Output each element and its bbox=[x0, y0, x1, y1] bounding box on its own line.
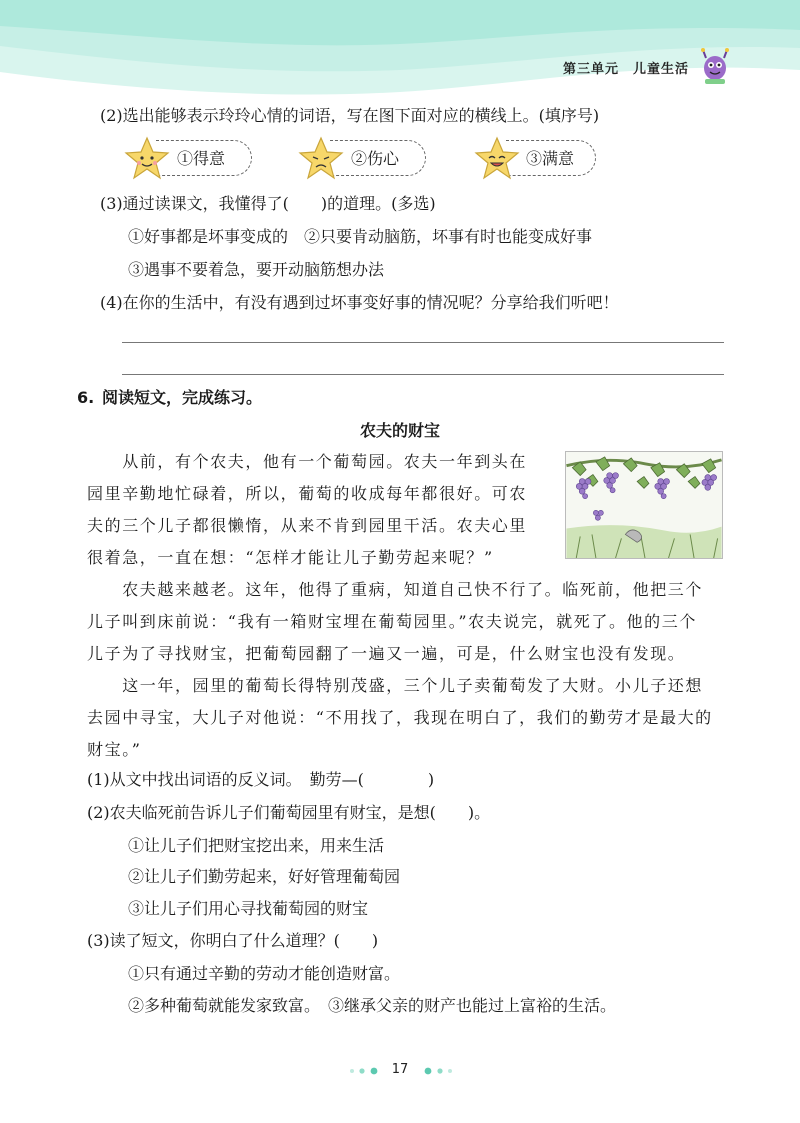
story-line: 农夫越来越老。这年，他得了重病，知道自己快不行了。临死前，他把三个 bbox=[87, 580, 704, 599]
story-line: 从前，有个农夫，他有一个葡萄园。农夫一年到头在 bbox=[87, 452, 528, 471]
s6-q2-option-c: ③让儿子们用心寻找葡萄园的财宝 bbox=[128, 899, 369, 918]
star-sad-icon bbox=[298, 136, 344, 180]
story-line: 这一年，园里的葡萄长得特别茂盛，三个儿子卖葡萄发了大财。小儿子还想 bbox=[87, 676, 704, 695]
grape-vineyard-illustration bbox=[565, 451, 723, 559]
s6-q3-text: (3)读了短文，你明白了什么道理？( ) bbox=[87, 931, 379, 950]
story-line: 夫的三个儿子都很懒惰，从来不肯到园里干活。农夫心里 bbox=[87, 516, 528, 535]
s6-q2-option-b: ②让儿子们勤劳起来，好好管理葡萄园 bbox=[128, 867, 401, 886]
story-line: 儿子叫到床前说：“我有一箱财宝埋在葡萄园里。”农夫说完，就死了。他的三个 bbox=[87, 612, 697, 631]
s6-q2-text: (2)农夫临死前告诉儿子们葡萄园里有财宝，是想( )。 bbox=[87, 803, 491, 822]
s5-q3-option-b: ③遇事不要着急，要开动脑筋想办法 bbox=[128, 260, 385, 279]
s5-q3-text: (3)通过读课文，我懂得了( )的道理。(多选) bbox=[100, 194, 436, 213]
story-line: 很着急，一直在想：“怎样才能让儿子勤劳起来呢？” bbox=[87, 548, 494, 567]
answer-line-2[interactable] bbox=[122, 374, 724, 375]
choice-label-3: ③满意 bbox=[526, 149, 575, 168]
section6-number: 6. bbox=[77, 388, 95, 407]
section6-instruction: 阅读短文，完成练习。 bbox=[102, 388, 263, 407]
answer-line-1[interactable] bbox=[122, 342, 724, 343]
choice-label-1: ①得意 bbox=[177, 149, 226, 168]
star-content-icon bbox=[474, 136, 520, 180]
s6-q1-text: (1)从文中找出词语的反义词。 勤劳—( ) bbox=[87, 770, 435, 789]
star-smile-icon bbox=[124, 136, 170, 180]
footer-dots-right bbox=[414, 1067, 454, 1075]
unit-label: 第三单元 儿童生活 bbox=[563, 62, 690, 77]
story-line: 去园中寻宝，大儿子对他说：“不用找了，我现在明白了，我们的勤劳才是最大的 bbox=[87, 708, 713, 727]
header-band bbox=[0, 0, 800, 110]
s6-q2-option-a: ①让儿子们把财宝挖出来，用来生活 bbox=[128, 836, 385, 855]
s5-q4-text: (4)在你的生活中，有没有遇到过坏事变好事的情况呢？分享给我们听吧！ bbox=[100, 293, 619, 312]
s5-q3-option-a: ①好事都是坏事变成的 ②只要肯动脑筋，坏事有时也能变成好事 bbox=[128, 227, 593, 246]
mascot-icon bbox=[697, 46, 733, 86]
story-line: 财宝。” bbox=[87, 740, 142, 759]
s5-q2-text: (2)选出能够表示玲玲心情的词语，写在图下面对应的横线上。(填序号) bbox=[100, 106, 600, 125]
page-number: 17 bbox=[391, 1062, 409, 1077]
s6-q3-option-a: ①只有通过辛勤的劳动才能创造财富。 bbox=[128, 964, 401, 983]
story-line: 儿子为了寻找财宝，把葡萄园翻了一遍又一遍，可是，什么财宝也没有发现。 bbox=[87, 644, 686, 663]
choice-label-2: ②伤心 bbox=[351, 149, 400, 168]
s6-q3-option-b: ②多种葡萄就能发家致富。 ③继承父亲的财产也能过上富裕的生活。 bbox=[128, 996, 617, 1015]
story-line: 园里辛勤地忙碌着，所以，葡萄的收成每年都很好。可农 bbox=[87, 484, 528, 503]
story-title: 农夫的财宝 bbox=[359, 421, 440, 440]
